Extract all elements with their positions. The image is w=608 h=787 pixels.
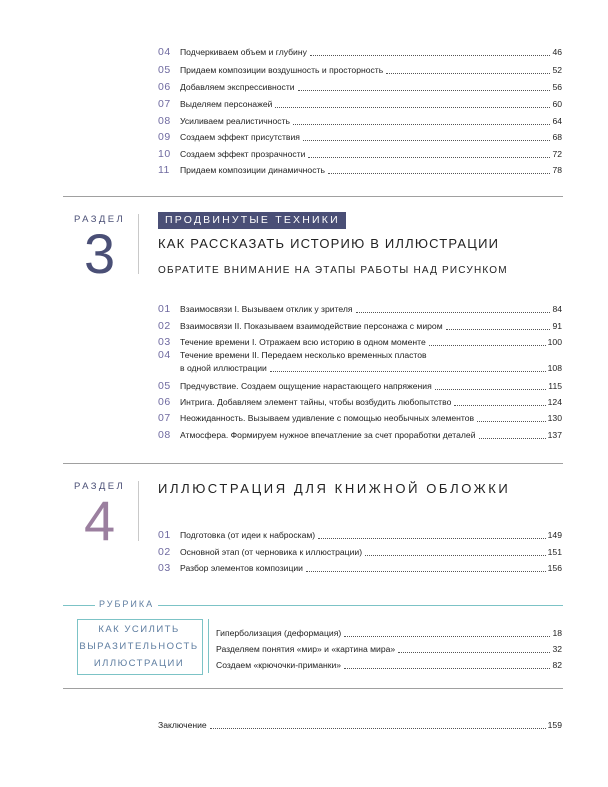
toc-entry[interactable] (216, 625, 562, 639)
entry-title: Разбор элементов композиции (180, 563, 303, 573)
dot-leader (270, 370, 546, 372)
toc-entry[interactable] (158, 301, 562, 315)
dot-leader (293, 123, 550, 125)
entry-number: 06 (158, 396, 171, 408)
section-label: РАЗДЕЛ (74, 481, 126, 492)
dot-leader (308, 156, 550, 158)
toc-entry[interactable] (216, 641, 562, 655)
entry-title: Течение времени I. Отражаем всю историю в одном моменте (180, 337, 426, 347)
entry-number: 08 (158, 115, 171, 127)
toc-entry[interactable] (158, 162, 562, 176)
dot-leader (298, 89, 551, 91)
entry-page: 60 (552, 99, 562, 109)
dot-leader (210, 727, 546, 729)
entry-title: в одной иллюстрации (180, 363, 267, 373)
entry-number: 09 (158, 131, 171, 143)
entry-title: Неожиданность. Вызываем удивление с помощью необычных элементов (180, 413, 475, 423)
entry-page: 115 (548, 381, 562, 391)
dot-leader (479, 437, 546, 439)
dot-leader (275, 106, 550, 108)
entry-title: Подчеркиваем объем и глубину (180, 47, 307, 57)
entry-title: Взаимосвязи I. Вызываем отклик у зрителя (180, 304, 353, 314)
vertical-rule (138, 214, 139, 274)
entry-title: Придаем композиции воздушность и просторность (180, 65, 384, 75)
entry-title: Гиперболизация (деформация) (216, 628, 342, 638)
entry-number: 08 (158, 429, 171, 441)
section-badge: ПРОДВИНУТЫЕ ТЕХНИКИ (158, 212, 346, 229)
toc-entry[interactable] (158, 113, 562, 127)
toc-entry[interactable] (158, 560, 562, 574)
entry-number: 07 (158, 412, 171, 424)
toc-entry[interactable] (158, 62, 562, 76)
entry-number: 05 (158, 380, 171, 392)
entry-number: 03 (158, 336, 171, 348)
entry-page: 32 (552, 644, 562, 654)
entry-page: 149 (547, 530, 562, 540)
entry-title: Атмосфера. Формируем нужное впечатление за счет проработки деталей (180, 430, 476, 440)
entry-page: 130 (547, 413, 562, 423)
dot-leader (344, 635, 550, 637)
section-heading[interactable]: КАК РАССКАЗАТЬ ИСТОРИЮ В ИЛЛЮСТРАЦИИ (158, 236, 500, 251)
section-subheading: ОБРАТИТЕ ВНИМАНИЕ НА ЭТАПЫ РАБОТЫ НАД РИСУНКОМ (158, 265, 508, 276)
entry-page: 64 (552, 116, 562, 126)
entry-page: 56 (552, 82, 562, 92)
entry-title: Разделяем понятия «мир» и «картина мира» (216, 644, 396, 654)
entry-title: Добавляем экспрессивности (180, 82, 295, 92)
section-divider (63, 196, 563, 197)
entry-number: 11 (158, 164, 170, 176)
toc-entry[interactable] (158, 410, 562, 424)
toc-entry[interactable] (216, 657, 562, 671)
toc-entry[interactable] (158, 527, 562, 541)
entry-number: 04 (158, 46, 171, 58)
entry-title: Основной этап (от черновика к иллюстрации) (180, 547, 363, 557)
toc-entry[interactable] (158, 544, 562, 558)
entry-page: 72 (552, 149, 562, 159)
toc-entry-conclusion[interactable] (158, 717, 562, 731)
entry-number: 07 (158, 98, 171, 110)
entry-number: 05 (158, 64, 171, 76)
toc-entry[interactable] (158, 378, 562, 392)
entry-page: 124 (547, 397, 562, 407)
entry-number: 10 (158, 148, 171, 160)
entry-page: 137 (547, 430, 562, 440)
vertical-rule (138, 481, 139, 541)
dot-leader (477, 420, 546, 422)
dot-leader (429, 344, 546, 346)
dot-leader (398, 651, 550, 653)
toc-entry[interactable] (158, 44, 562, 58)
dot-leader (318, 537, 546, 539)
dot-leader (303, 139, 551, 141)
entry-page: 84 (552, 304, 562, 314)
rubric-title-line: КАК УСИЛИТЬ (98, 624, 180, 635)
rubric-title-line: ВЫРАЗИТЕЛЬНОСТЬ (79, 641, 199, 652)
rubric-label: РУБРИКА (95, 599, 158, 609)
entry-title: Создаем «крючочки-приманки» (216, 660, 342, 670)
toc-entry[interactable] (158, 96, 562, 110)
section-label: РАЗДЕЛ (74, 214, 126, 225)
section-divider (63, 463, 563, 464)
entry-number: 02 (158, 546, 171, 558)
toc-entry[interactable] (158, 79, 562, 93)
entry-title: Заключение (158, 720, 207, 730)
entry-page: 46 (552, 47, 562, 57)
dot-leader (446, 328, 551, 330)
entry-title-line1: Течение времени II. Передаем несколько временных пластов (180, 350, 427, 360)
entry-page: 159 (547, 720, 562, 730)
entry-page: 156 (547, 563, 562, 573)
dot-leader (386, 72, 550, 74)
entry-page: 78 (552, 165, 562, 175)
entry-number: 04 (158, 349, 171, 361)
entry-page: 82 (552, 660, 562, 670)
dot-leader (435, 388, 547, 390)
section-divider (63, 688, 563, 689)
entry-number: 03 (158, 562, 171, 574)
entry-number: 02 (158, 320, 171, 332)
entry-title: Усиливаем реалистичность (180, 116, 291, 126)
dot-leader (454, 404, 545, 406)
entry-title: Создаем эффект прозрачности (180, 149, 306, 159)
entry-title: Взаимосвязи II. Показываем взаимодействие персонажа с миром (180, 321, 443, 331)
entry-number: 06 (158, 81, 171, 93)
section-heading[interactable]: ИЛЛЮСТРАЦИЯ ДЛЯ КНИЖНОЙ ОБЛОЖКИ (158, 481, 511, 496)
dot-leader (306, 570, 546, 572)
rubric-vertical-rule (208, 619, 209, 673)
section-number: 3 (84, 222, 116, 285)
dot-leader (365, 554, 546, 556)
dot-leader (356, 311, 551, 313)
dot-leader (328, 172, 551, 174)
entry-page: 52 (552, 65, 562, 75)
rubric-title-line: ИЛЛЮСТРАЦИИ (93, 658, 185, 669)
entry-title: Придаем композиции динамичность (180, 165, 325, 175)
toc-entry[interactable] (158, 350, 562, 374)
toc-entry[interactable] (158, 427, 562, 441)
dot-leader (344, 667, 550, 669)
rubric-title (77, 621, 201, 672)
toc-entry[interactable] (158, 146, 562, 160)
entry-number: 01 (158, 529, 171, 541)
toc-entry[interactable] (158, 394, 562, 408)
toc-entry[interactable] (158, 318, 562, 332)
entry-title: Предчувствие. Создаем ощущение нарастающего напряжения (180, 381, 432, 391)
entry-title: Выделяем персонажей (180, 99, 273, 109)
dot-leader (310, 54, 551, 56)
section-number: 4 (84, 489, 116, 552)
toc-entry[interactable] (158, 334, 562, 348)
entry-number: 01 (158, 303, 171, 315)
entry-title: Подготовка (от идеи к наброскам) (180, 530, 316, 540)
entry-title: Создаем эффект присутствия (180, 132, 300, 142)
toc-entry[interactable] (158, 129, 562, 143)
entry-title: Интрига. Добавляем элемент тайны, чтобы возбудить любопытство (180, 397, 452, 407)
entry-page: 68 (552, 132, 562, 142)
entry-page: 151 (547, 547, 562, 557)
entry-page: 18 (552, 628, 562, 638)
entry-page: 108 (547, 363, 562, 373)
entry-page: 100 (547, 337, 562, 347)
entry-page: 91 (552, 321, 562, 331)
